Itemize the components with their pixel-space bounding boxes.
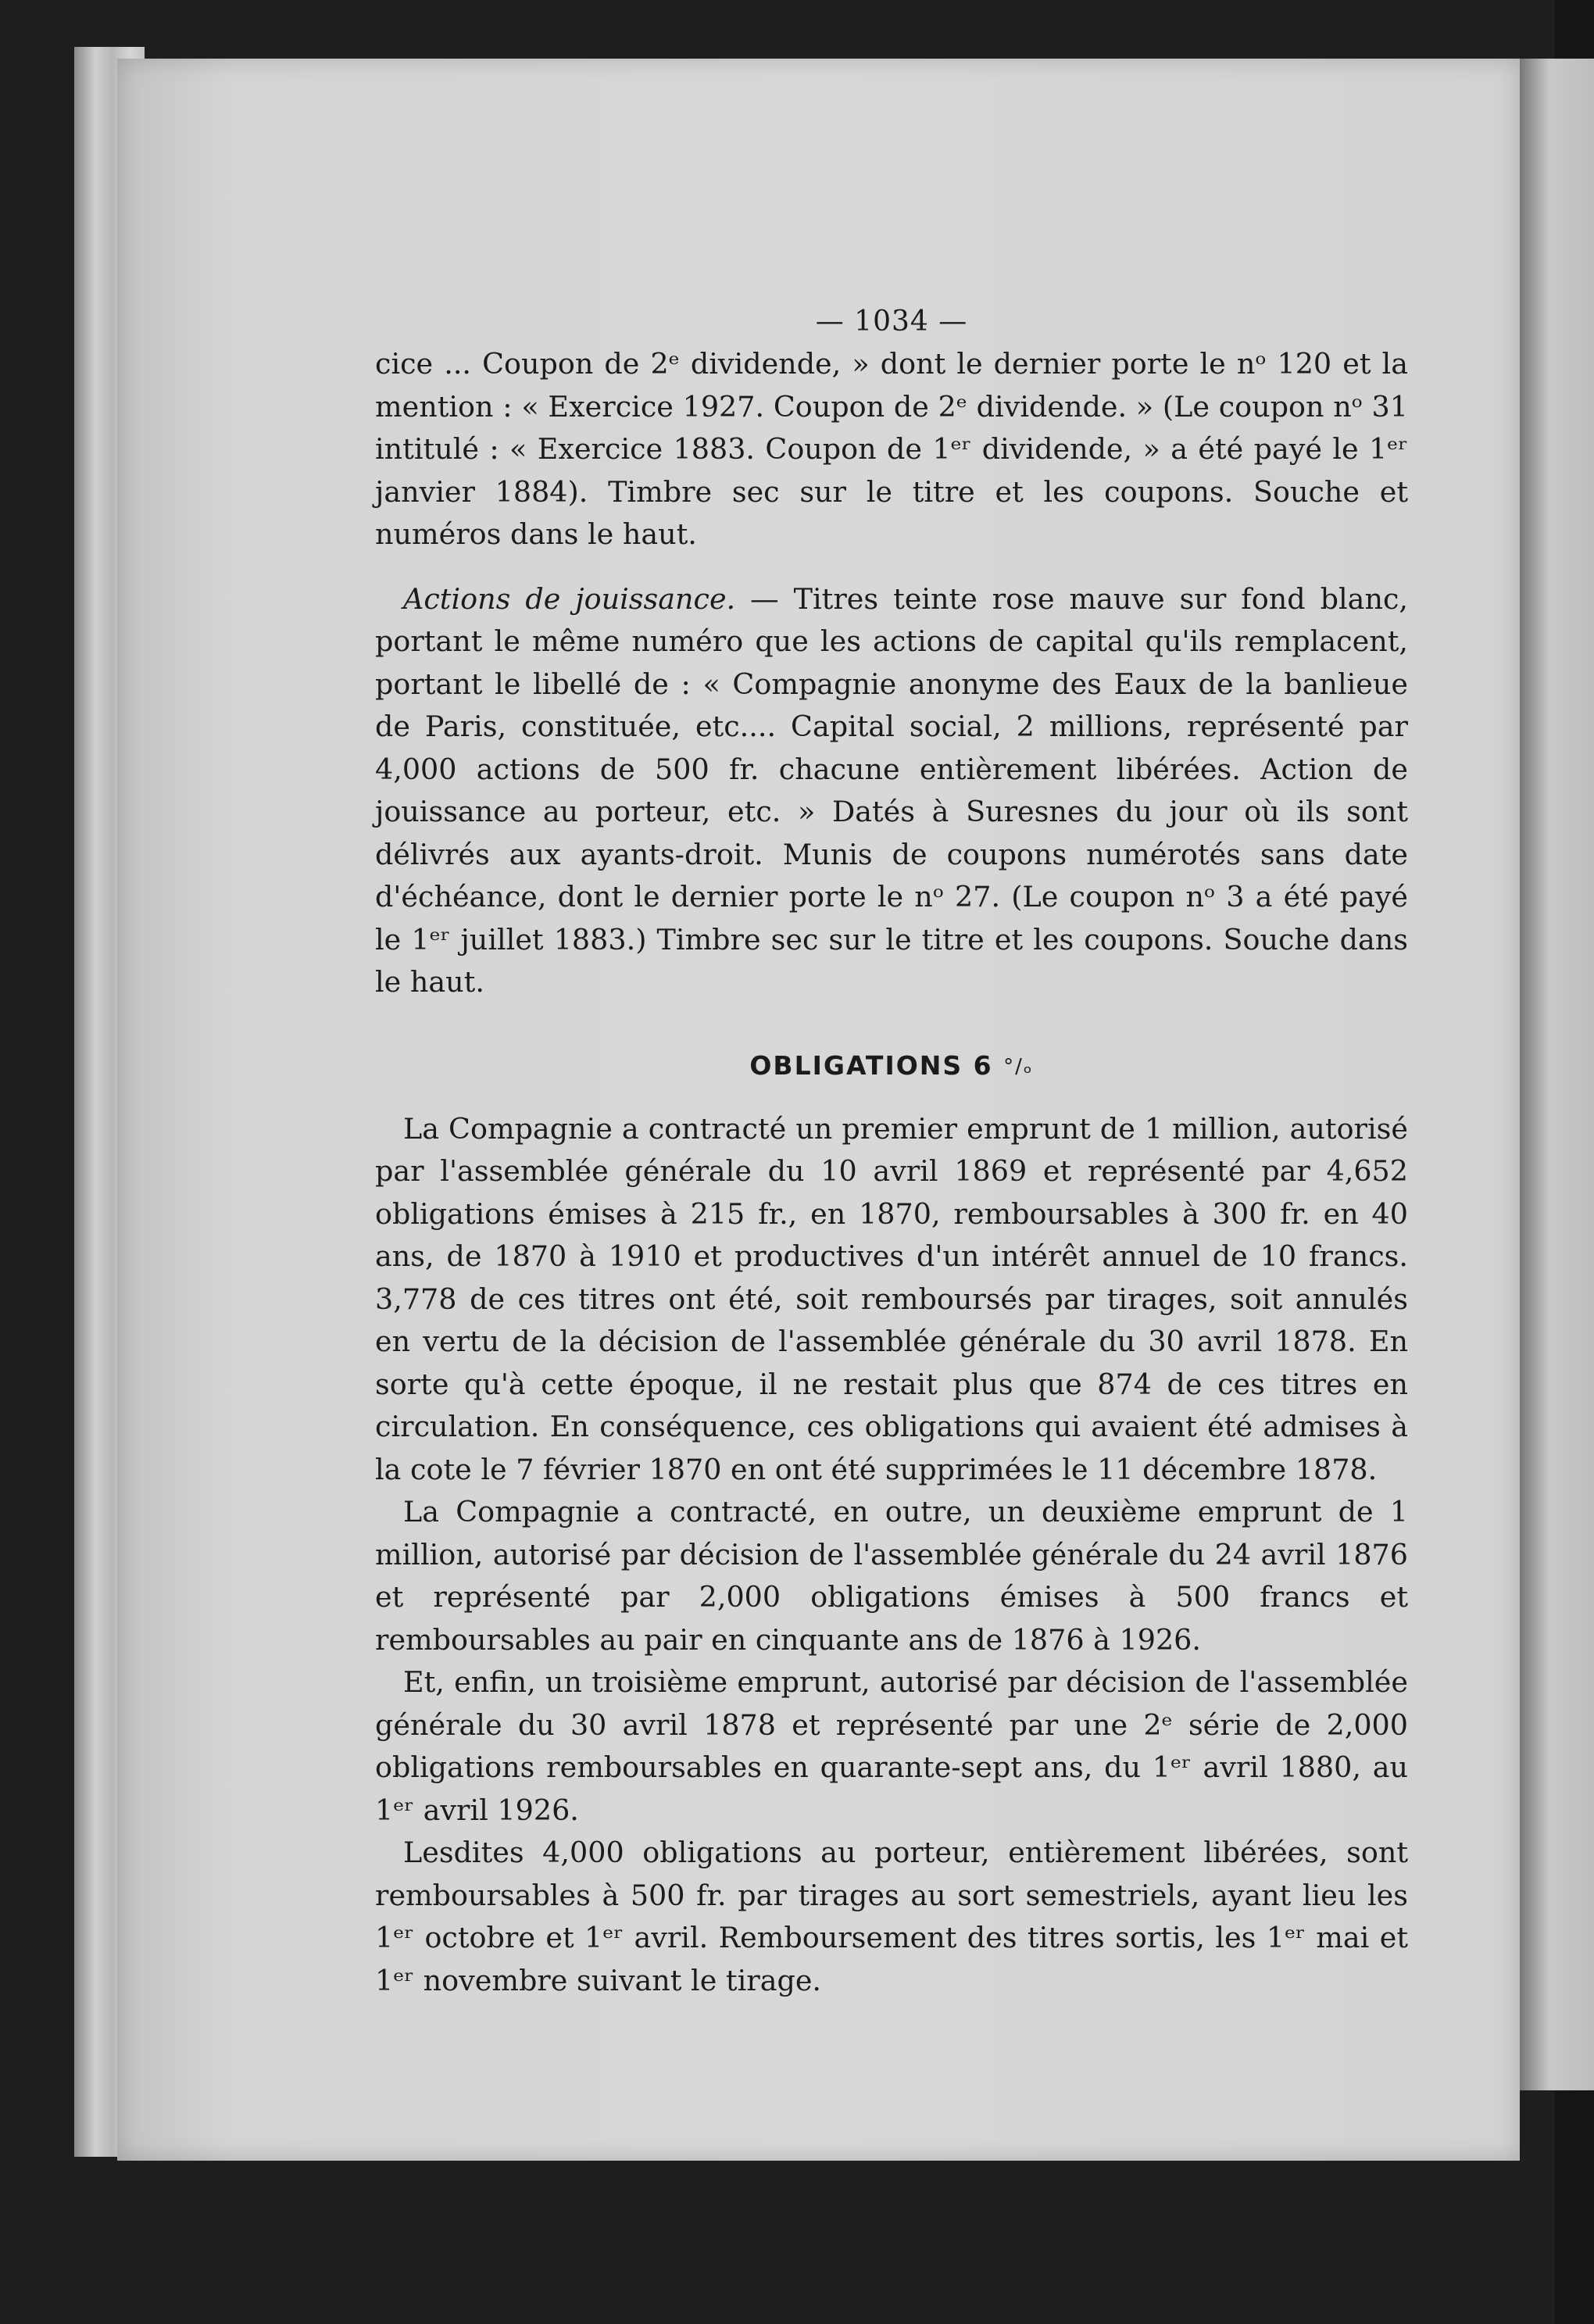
paragraph-coupon-end: cice ... Coupon de 2ᵉ dividende, » dont le dernier porte le nᵒ 120 et la mention : « Exercice 1927. Coupon de 2ᵉ dividende. » (Le coupon nᵒ 31 intitulé : « Exercice 1883. Coupon de 1ᵉʳ dividende, » a été payé le 1ᵉʳ janvier 1884). Timbre sec sur le titre et les coupons. Souche et numéros dans le haut.	[375, 347, 1408, 551]
percent-sign: °/ₒ	[1003, 1054, 1034, 1078]
paragraph-repayment: Lesdites 4,000 obligations au porteur, entièrement libérées, sont remboursables à 500 fr. par tirages au sort semestriels, ayant lieu les 1ᵉʳ octobre et 1ᵉʳ avril. Remboursement des titres sortis, les 1ᵉʳ mai et 1ᵉʳ novembre suivant le tirage.	[375, 1836, 1408, 1997]
paragraph-third-loan: Et, enfin, un troisième emprunt, autorisé par décision de l'assemblée générale du 30 avril 1878 et représenté par une 2ᵉ série de 2,000 obligations remboursables en quarante-sept ans, du 1ᵉʳ avril 1880, au 1ᵉʳ avril 1926.	[375, 1665, 1408, 1827]
actions-text: — Titres teinte rose mauve sur fond blanc, portant le même numéro que les actions de capital qu'ils remplacent, portant le libellé de : « Compagnie anonyme des Eaux de la banlieue de Paris, constituée, etc.... Capital social, 2 millions, représenté par 4,000 actions de 500 fr. chacune entièrement libérées. Action de jouissance au porteur, etc. » Datés à Suresnes du jour où ils sont délivrés aux ayants-droit. Munis de coupons numérotés sans date d'échéance, dont le dernier porte le nᵒ 27. (Le coupon nᵒ 3 a été payé le 1ᵉʳ juillet 1883.) Timbre sec sur le titre et les coupons. Souche dans le haut.	[375, 581, 1408, 999]
section-heading: OBLIGATIONS 6 °/ₒ	[749, 1049, 1034, 1081]
adjacent-page-edge	[1520, 59, 1594, 2090]
paragraph-second-loan: La Compagnie a contracté, en outre, un deuxième emprunt de 1 million, autorisé par décision de l'assemblée générale du 24 avril 1876 et représenté par 2,000 obligations émises à 500 francs et remboursables au pair en cinquante ans de 1876 à 1926.	[375, 1495, 1408, 1657]
page-number: — 1034 —	[815, 306, 968, 338]
paragraph-first-loan: La Compagnie a contracté un premier emprunt de 1 million, autorisé par l'assemblée générale du 10 avril 1869 et représenté par 4,652 obligations émises à 215 fr., en 1870, remboursables à 300 fr. en 40 ans, de 1870 à 1910 et productives d'un intérêt annuel de 10 francs. 3,778 de ces titres ont été, soit remboursés par tirages, soit annulés en vertu de la décision de l'assemblée générale du 30 avril 1878. En sorte qu'à cette époque, il ne restait plus que 874 de ces titres en circulation. En conséquence, ces obligations qui avaient été admises à la cote le 7 février 1870 en ont été supprimées le 11 décembre 1878.	[375, 1111, 1408, 1486]
page-text	[375, 301, 1408, 2002]
paragraph-actions-jouissance	[375, 578, 1408, 1004]
actions-label: Actions de jouissance.	[403, 581, 736, 616]
